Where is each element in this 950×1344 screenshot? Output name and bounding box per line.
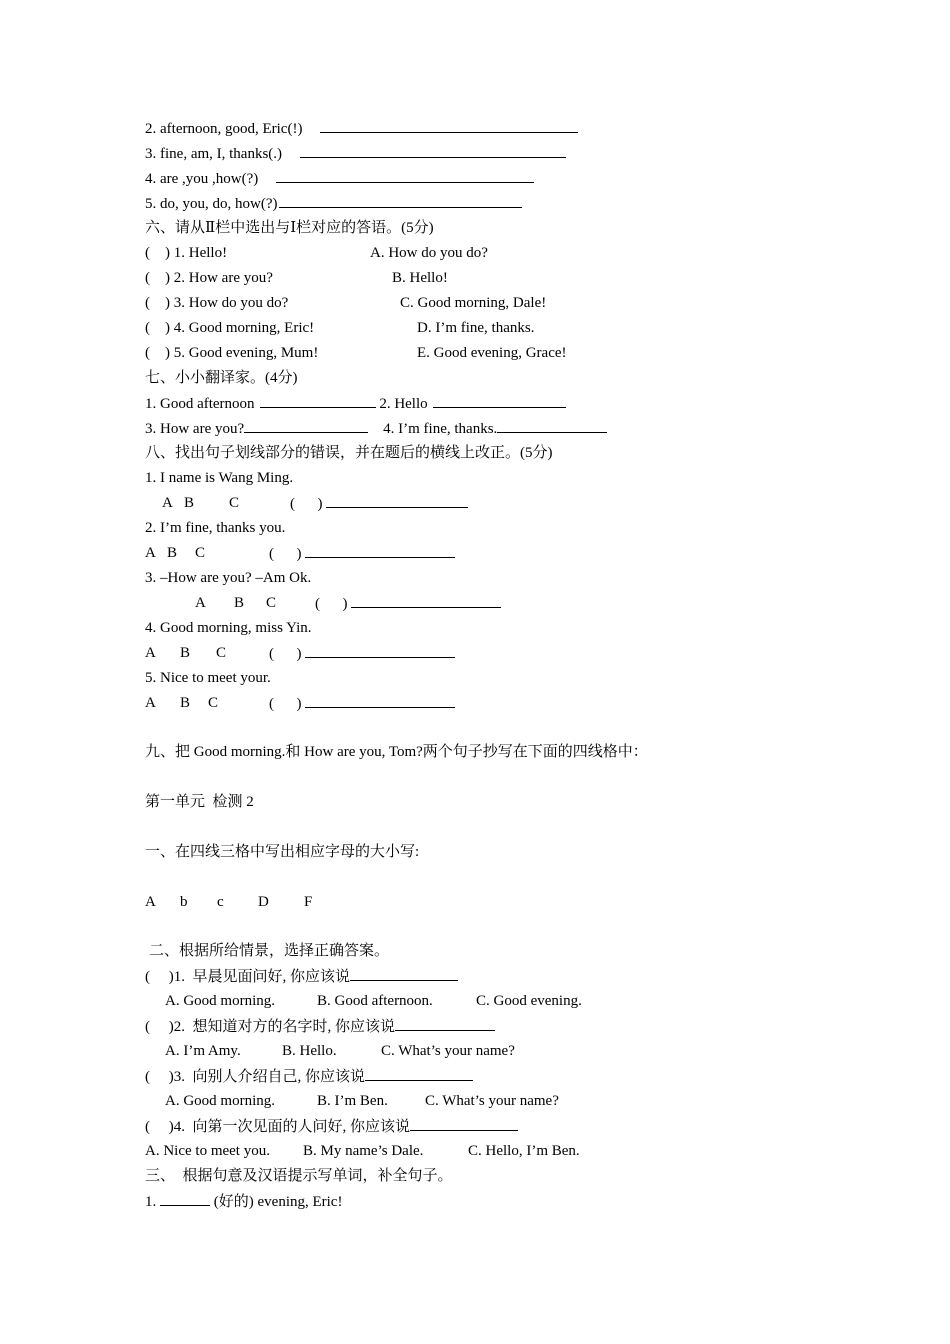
letter-item: F	[304, 894, 313, 910]
error-choice-b: B	[167, 545, 178, 561]
error-choice-b: B	[180, 695, 191, 711]
answer-line[interactable]	[305, 643, 455, 658]
answer-bracket[interactable]: ( )	[145, 969, 174, 985]
letter-item: D	[258, 894, 269, 910]
letter-item: c	[217, 894, 224, 910]
letter-item: A	[145, 894, 156, 910]
answer-bracket[interactable]: ( )	[269, 646, 302, 662]
answer-line[interactable]	[305, 543, 455, 558]
choice-option: C. Good evening.	[476, 993, 582, 1009]
answer-bracket[interactable]: ( )	[315, 596, 348, 612]
answer-bracket[interactable]: ( )	[145, 1119, 174, 1135]
error-sentence-1: 1. I name is Wang Ming.	[145, 470, 294, 486]
order-item-2: 2. afternoon, good, Eric(!)	[145, 118, 578, 139]
unit-title: 第一单元 检测 2	[145, 794, 254, 810]
part2-heading: 二、根据所给情景，选择正确答案。	[149, 943, 390, 959]
choice-question-2: ( )2. 想知道对方的名字时, 你应该说	[145, 1016, 495, 1037]
error-choice-c: C	[216, 645, 227, 661]
error-choice-a: A	[145, 645, 156, 661]
answer-line[interactable]	[320, 118, 578, 133]
error-choice-b: B	[180, 645, 191, 661]
error-answer-1	[290, 493, 468, 514]
answer-line[interactable]	[365, 1066, 473, 1081]
section9-heading: 九、把 Good morning.和 How are you, Tom?两个句子抄写在下面的四线格中：	[145, 744, 648, 760]
order-item-4: 4. are ,you ,how(?)	[145, 168, 534, 189]
answer-line[interactable]	[279, 193, 522, 208]
choice-option: A. Nice to meet you.	[145, 1143, 270, 1159]
answer-line[interactable]	[326, 493, 468, 508]
answer-line[interactable]	[300, 143, 566, 158]
answer-line[interactable]	[276, 168, 534, 183]
answer-bracket[interactable]: ( )	[269, 546, 302, 562]
error-choice-c: C	[195, 545, 206, 561]
answer-line[interactable]	[244, 418, 368, 433]
error-answer-2	[269, 543, 455, 564]
match-option-c: C. Good morning, Dale!	[400, 295, 547, 311]
error-choice-c: C	[229, 495, 240, 511]
match-row-5: ( ) 5. Good evening, Mum!	[145, 345, 319, 361]
choice-option: B. Good afternoon.	[317, 993, 433, 1009]
error-answer-4	[269, 643, 455, 664]
answer-bracket[interactable]: ( )	[145, 1019, 174, 1035]
match-option-e: E. Good evening, Grace!	[417, 345, 567, 361]
section6-heading: 六、请从Ⅱ栏中选出与Ⅰ栏对应的答语。(5分)	[145, 220, 434, 236]
answer-line[interactable]	[433, 393, 566, 408]
answer-line[interactable]	[350, 966, 458, 981]
choice-option: A. I’m Amy.	[165, 1043, 241, 1059]
error-choice-a: A	[195, 595, 206, 611]
order-item-5: 5. do, you, do, how(?)	[145, 193, 522, 214]
choice-option: A. Good morning.	[165, 1093, 275, 1109]
translate-row-1: 1. Good afternoon 2. Hello	[145, 393, 566, 414]
answer-line[interactable]	[410, 1116, 518, 1131]
choice-option: B. My name’s Dale.	[303, 1143, 424, 1159]
error-choice-a: A	[145, 545, 156, 561]
choice-option: A. Good morning.	[165, 993, 275, 1009]
answer-bracket[interactable]: ( )	[145, 245, 170, 261]
answer-bracket[interactable]: ( )	[145, 295, 170, 311]
answer-bracket[interactable]: ( )	[269, 696, 302, 712]
error-sentence-2: 2. I’m fine, thanks you.	[145, 520, 286, 536]
answer-line[interactable]	[305, 693, 455, 708]
error-choice-a: A	[162, 495, 173, 511]
match-row-3: ( ) 3. How do you do?	[145, 295, 289, 311]
error-sentence-4: 4. Good morning, miss Yin.	[145, 620, 312, 636]
letter-item: b	[180, 894, 188, 910]
error-choice-c: C	[208, 695, 219, 711]
match-option-b: B. Hello!	[392, 270, 448, 286]
answer-bracket[interactable]: ( )	[145, 320, 170, 336]
match-option-d: D. I’m fine, thanks.	[417, 320, 535, 336]
choice-option: C. What’s your name?	[425, 1093, 559, 1109]
choice-question-1: ( )1. 早晨见面问好, 你应该说	[145, 966, 458, 987]
match-row-4: ( ) 4. Good morning, Eric!	[145, 320, 315, 336]
choice-option: C. Hello, I’m Ben.	[468, 1143, 580, 1159]
choice-question-4: ( )4. 向第一次见面的人问好, 你应该说	[145, 1116, 518, 1137]
translate-row-2: 3. How are you? 4. I’m fine, thanks.	[145, 418, 607, 439]
part1-heading: 一、在四线三格中写出相应字母的大小写:	[145, 844, 420, 860]
error-choice-b: B	[234, 595, 245, 611]
choice-option: C. What’s your name?	[381, 1043, 515, 1059]
match-option-a: A. How do you do?	[370, 245, 488, 261]
error-sentence-5: 5. Nice to meet your.	[145, 670, 271, 686]
match-row-2: ( ) 2. How are you?	[145, 270, 273, 286]
answer-bracket[interactable]: ( )	[145, 345, 170, 361]
answer-bracket[interactable]: ( )	[290, 496, 323, 512]
part3-heading: 三、 根据句意及汉语提示写单词，补全句子。	[145, 1168, 453, 1184]
choice-option: B. I’m Ben.	[317, 1093, 388, 1109]
error-choice-c: C	[266, 595, 277, 611]
answer-line[interactable]	[395, 1016, 495, 1031]
choice-question-3: ( )3. 向别人介绍自己, 你应该说	[145, 1066, 473, 1087]
section8-heading: 八、找出句子划线部分的错误，并在题后的横线上改正。(5分)	[145, 445, 553, 461]
order-item-3: 3. fine, am, I, thanks(.)	[145, 143, 566, 164]
match-row-1: ( ) 1. Hello!	[145, 245, 228, 261]
answer-line[interactable]	[497, 418, 607, 433]
error-choice-b: B	[184, 495, 195, 511]
fill-item-1: 1. (好的) evening, Eric!	[145, 1191, 342, 1212]
error-answer-5	[269, 693, 455, 714]
error-choice-a: A	[145, 695, 156, 711]
answer-line[interactable]	[160, 1191, 210, 1206]
choice-option: B. Hello.	[282, 1043, 337, 1059]
section7-heading: 七、小小翻译家。(4分)	[145, 370, 298, 386]
answer-bracket[interactable]: ( )	[145, 1069, 174, 1085]
answer-line[interactable]	[351, 593, 501, 608]
answer-line[interactable]	[260, 393, 376, 408]
error-sentence-3: 3. –How are you? –Am Ok.	[145, 570, 312, 586]
error-answer-3	[315, 593, 501, 614]
answer-bracket[interactable]: ( )	[145, 270, 170, 286]
